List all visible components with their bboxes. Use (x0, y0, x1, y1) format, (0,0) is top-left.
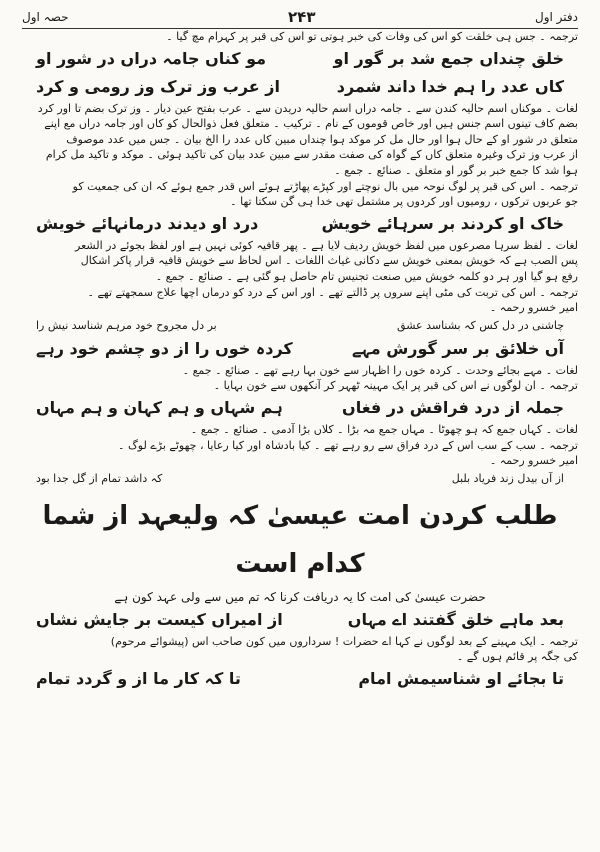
verse-second-hemistich: ہم شہاں و ہم کہان و ہم مہاں (36, 397, 283, 417)
text-line: ترجمہ ۔ ایک مہینے کے بعد لوگوں نے کہا اے حضرات ! سرداروں میں کون صاحب اس (پیشوائے مرحوم) (110, 634, 578, 648)
text-line: ترجمہ ۔ اس کی تربت کی مٹی اپنے سروں پر ڈالتے تھے ۔ اور اس کے درد کو درماں اچھا علاج سمجھتے تھے ۔ (87, 285, 578, 299)
text-section-1 (22, 29, 578, 488)
page-number: ۲۴۳ (288, 8, 316, 26)
verse-second-hemistich: درد او دیدند درمانہائے خویش (36, 213, 259, 233)
verse-first-hemistich: تا بجائے او شناسیمش امام (358, 668, 564, 688)
verse-second-hemistich: کردہ خوں را از دو چشم خود رہے (36, 338, 293, 358)
page-header (22, 6, 578, 29)
verse-second-hemistich: از امیراں کیست بر جایش نشاں (36, 609, 283, 629)
text-line: لغات ۔ لفظ سرہا مصرعوں میں لفظ خویش ردیف لایا ہے ۔ پھر قافیہ کوئی نہیں ہے اور لفظ بجوئے در الشعر (75, 238, 578, 252)
verse-first-hemistich: چاشنی در دل کس کہ بشناسد عشق (397, 318, 564, 332)
text-line: امیر خسرو رحمہ ۔ (489, 454, 578, 468)
verse-first-hemistich: خاک او کردند بر سرہائے خویش (321, 213, 564, 233)
verse-first-hemistich: جملہ از درد فراقش در فغاں (342, 397, 564, 417)
text-line: جو عربوں ترکوں ، رومیوں اور کردوں پر مشتمل تھی خدا ہی گن سکتا تھا ۔ (230, 195, 578, 209)
text-line: ترجمہ ۔ ان لوگوں نے اس کی قبر پر ایک مہینہ ٹھہر کر آنکھوں سے خون بہایا ۔ (213, 379, 578, 393)
verse-couplet (22, 210, 578, 238)
text-line: ترجمہ ۔ اس کی قبر پر لوگ نوحہ میں بال نوچتے اور کپڑے پھاڑتے ہوئے اس قدر جمع ہوئے کہ ان کی جمعیت کو (72, 179, 578, 193)
verse-first-hemistich: آں خلائق بر سر گورش مہے (351, 338, 564, 358)
page-content (22, 29, 578, 693)
section-heading: طلب کردن امت عیسیٰ کہ ولیعہد از شما کدام است (42, 500, 558, 579)
text-line: لغات ۔ مہے بجائے وحدت ۔ کردہ خوں را اظہار سے خون بہا رہے تھے ۔ صنائع ۔ جمع ۔ (182, 363, 578, 377)
text-line: پس الصب ہے کہ خویش بمعنی خویش سے دکانی غیاث اللغات ۔ اس لحاظ سے خویش قافیہ قرار پاکر اشکال (80, 254, 578, 268)
text-line: لغات ۔ موکناں اسم حالیہ کندن سے ۔ جامہ دراں اسم حالیہ دریدن سے ۔ عرب بفتح عین دیار ۔ وز ترک بضم تا اور کرد (37, 101, 578, 115)
verse-couplet (22, 606, 578, 634)
text-line: کی جگہ پر قائم ہوں گے ۔ (456, 650, 578, 664)
text-line: از عرب وز ترک وغیرہ متعلق کاں کے گواہ کی صفت مقدر سے مبین عدد بیان کی تاکید ہوئی ۔ موکد و تاکید مل کرام (45, 148, 578, 162)
text-line: بضم کاف تینوں اسم جنس ہیں اور خاص قوموں کے نام ۔ ترکیب ۔ متعلق فعل ذوالحال کو کاں اور جامہ دراں مع اپنے (44, 117, 578, 131)
text-line: رفع ہو گیا اور ہر دو کلمہ خویش میں صنعت تجنیس تام حاصل ہو گئی ہے ۔ صنائع ۔ جمع ۔ (155, 269, 578, 283)
verse-first-hemistich: بعد ماہے خلق گفتند اے مہاں (347, 609, 564, 629)
verse-second-hemistich: بر دل مجروح خود مرہم شناسد نیش را (36, 318, 217, 332)
header-left: حصہ اول (22, 10, 69, 24)
verse-couplet (22, 45, 578, 73)
text-section-2 (22, 606, 578, 693)
verse-couplet (22, 335, 578, 363)
verse-couplet (22, 316, 578, 335)
verse-couplet (22, 394, 578, 422)
text-line: ہوا شد کا جمع خبر بر گور او متعلق ۔ صنائع ۔ جمع ۔ (334, 163, 578, 177)
verse-first-hemistich: از آں بیدل زند فریاد بلبل (451, 471, 564, 485)
verse-couplet (22, 73, 578, 101)
text-line: لغات ۔ کہاں جمع کہ ہو چھوٹا ۔ مہاں جمع مہ بڑا ۔ کلاں بڑا آدمی ۔ صنائع ۔ جمع ۔ (190, 422, 578, 436)
verse-couplet (22, 469, 578, 488)
verse-first-hemistich: کاں عدد را ہم خدا داند شمرد (336, 76, 564, 96)
verse-second-hemistich: تا کہ کار ما از و گردد تمام (36, 668, 241, 688)
text-line: ترجمہ ۔ جس ہی خلقت کو اس کی وفات کی خبر ہوتی تو اس کی قبر پر کہرام مچ گیا ۔ (166, 30, 578, 43)
verse-couplet (22, 665, 578, 693)
text-line: ترجمہ ۔ سب کے سب اس کے درد فراق سے رو رہے تھے ۔ کیا بادشاہ اور کیا رعایا ، چھوٹے بڑے لوگ ۔ (118, 438, 578, 452)
verse-first-hemistich: خلق چنداں جمع شد بر گور او (333, 48, 564, 68)
section-subheading: حضرت عیسیٰ کی امت کا یہ دریافت کرنا کہ تم میں سے ولی عہد کون ہے (114, 589, 486, 604)
verse-second-hemistich: مو کناں جامہ دراں در شور او (36, 48, 267, 68)
text-line: امیر خسرو رحمہ ۔ (489, 301, 578, 315)
text-line: متعلق در شور او کے حال ہوا اور حال مل کر موکد ہوا چنداں مبین کاں عدد را الخ بیان ۔ جس میں عدد موصوف (66, 132, 578, 146)
header-right: دفتر اول (535, 10, 578, 24)
verse-second-hemistich: کہ داشد تمام از گل جدا بود (36, 471, 163, 485)
verse-second-hemistich: از عرب وز ترک وز رومی و کرد (36, 76, 280, 96)
